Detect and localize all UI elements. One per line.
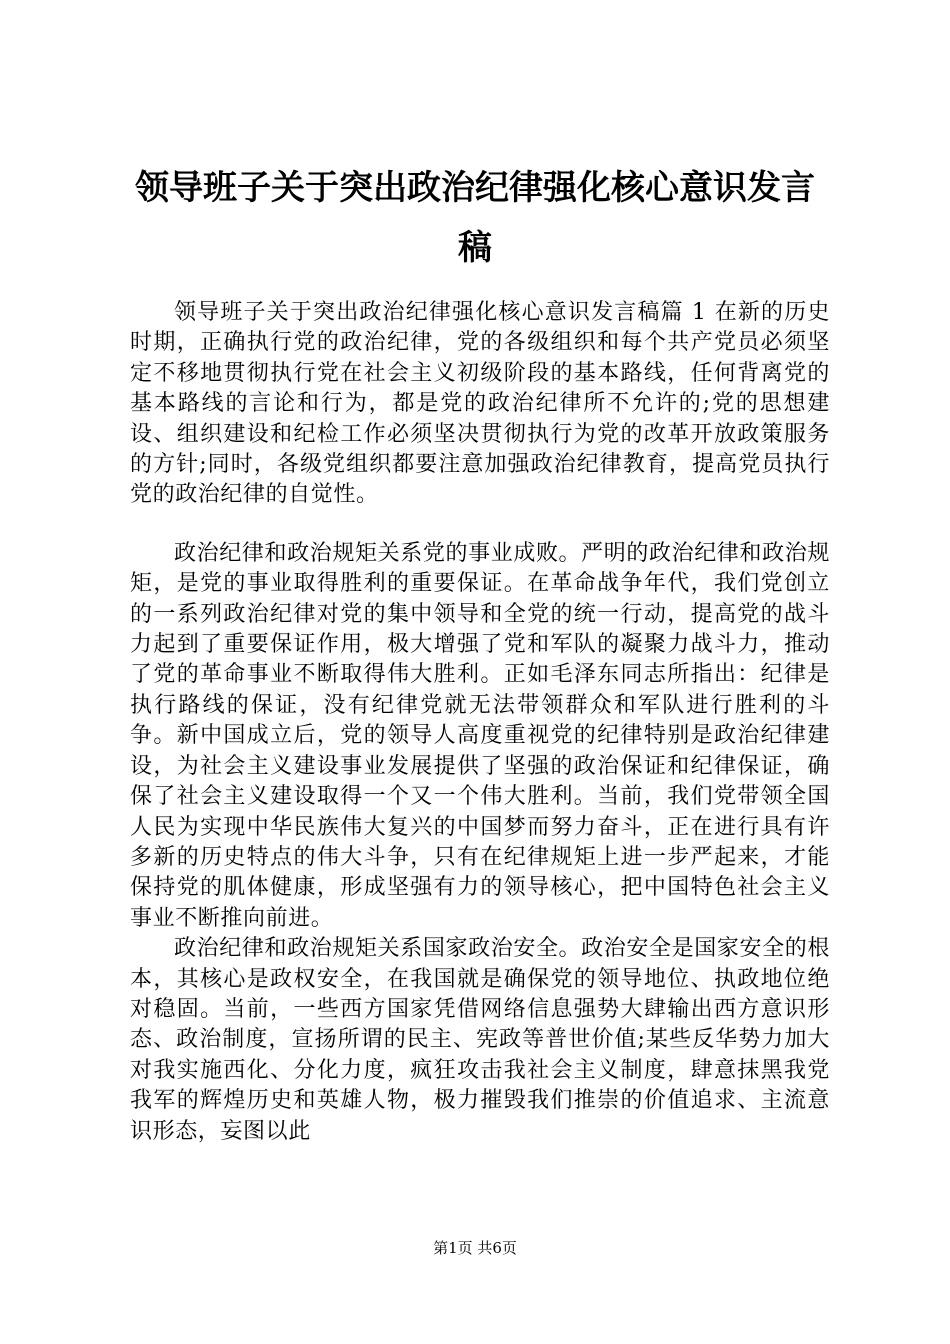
paragraph-3: 政治纪律和政治规矩关系国家政治安全。政治安全是国家安全的根本，其核心是政权安全，在我国就是确保党的领导地位、执政地位绝对稳固。当前，一些西方国家凭借网络信息强势大肆输出西方意识形态、政治制度，宣扬所谓的民主、宪政等普世价值;某些反华势力加大对我实施西化、分化力度，疯狂攻击我社会主义制度，肆意抹黑我党我军的辉煌历史和英雄人物，极力摧毁我们推崇的价值追求、主流意识形态，妄图以此 <box>130 936 830 1144</box>
document-body <box>130 298 830 1147</box>
page-number-footer: 第1页 共6页 <box>433 1239 517 1257</box>
document-title: 领导班子关于突出政治纪律强化核心意识发言稿 <box>135 168 815 268</box>
paragraph-1: 领导班子关于突出政治纪律强化核心意识发言稿篇 1 在新的历史时期，正确执行党的政治纪律，党的各级组织和每个共产党员必须坚定不移地贯彻执行党在社会主义初级阶段的基本路线，任何背离党的基本路线的言论和行为，都是党的政治纪律所不允许的;党的思想建设、组织建设和纪检工作必须坚决贯彻执行为党的改革开放政策服务的方针;同时，各级党组织都要注意加强政治纪律教育，提高党员执行党的政治纪律的自觉性。 <box>130 300 830 508</box>
paragraph-2: 政治纪律和政治规矩关系党的事业成败。严明的政治纪律和政治规矩，是党的事业取得胜利的重要保证。在革命战争年代，我们党创立的一系列政治纪律对党的集中领导和全党的统一行动，提高党的战斗力起到了重要保证作用，极大增强了党和军队的凝聚力战斗力，推动了党的革命事业不断取得伟大胜利。正如毛泽东同志所指出：纪律是执行路线的保证，没有纪律党就无法带领群众和军队进行胜利的斗争。新中国成立后，党的领导人高度重视党的纪律特别是政治纪律建设，为社会主义建设事业发展提供了坚强的政治保证和纪律保证，确保了社会主义建设取得一个又一个伟大胜利。当前，我们党带领全国人民为实现中华民族伟大复兴的中国梦而努力奋斗，正在进行具有许多新的历史特点的伟大斗争，只有在纪律规矩上进一步严起来，才能保持党的肌体健康，形成坚强有力的领导核心，把中国特色社会主义事业不断推向前进。 <box>130 540 830 931</box>
